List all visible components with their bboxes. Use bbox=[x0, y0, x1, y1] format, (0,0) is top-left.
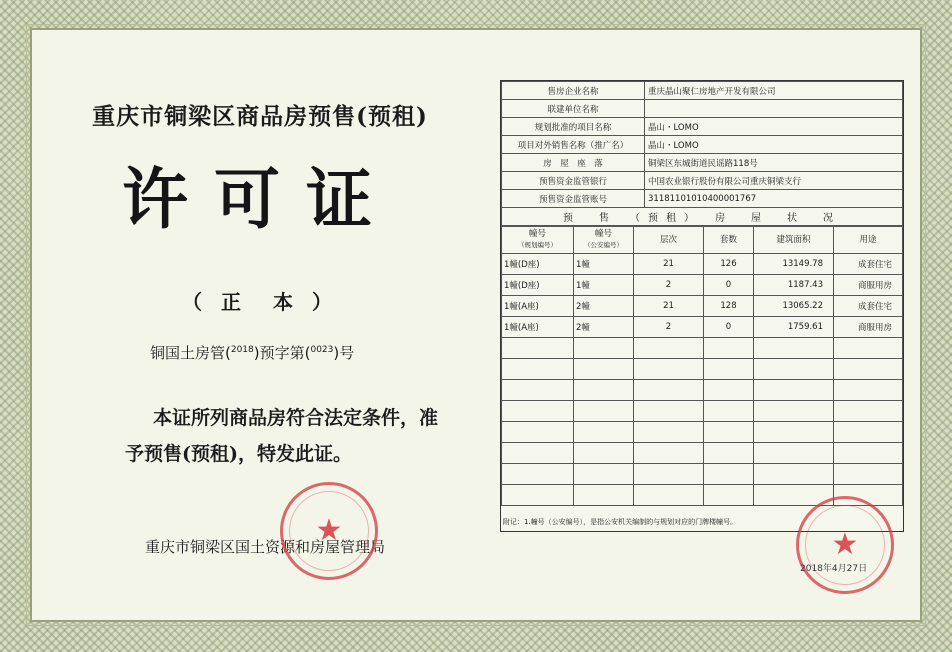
table-note: 附记：1.幢号（公安编号），是指公安机关编制的与规划对应的门牌楼幢号。 bbox=[503, 518, 738, 526]
cell-floors bbox=[634, 359, 704, 380]
cell-plan: 1幢(A座) bbox=[502, 296, 574, 317]
col-use: 用途 bbox=[834, 227, 903, 254]
cell-use: 商服用房 bbox=[834, 317, 903, 338]
cell-sets bbox=[704, 359, 754, 380]
info-label: 联建单位名称 bbox=[502, 100, 645, 118]
cell-sets bbox=[704, 464, 754, 485]
info-row bbox=[502, 136, 903, 154]
info-value: 晶山・LOMO bbox=[645, 118, 903, 136]
info-value: 铜梁区东城街道民谣路118号 bbox=[645, 154, 903, 172]
cell-police: 2幢 bbox=[574, 296, 634, 317]
issuer-name: 重庆市铜梁区国土资源和房屋管理局 bbox=[144, 538, 385, 556]
cell-sets: 128 bbox=[704, 296, 754, 317]
info-value bbox=[645, 100, 903, 118]
cell-area: 1759.61 bbox=[754, 317, 834, 338]
info-row bbox=[502, 154, 903, 172]
col-sets: 套数 bbox=[704, 227, 754, 254]
table-row bbox=[502, 338, 903, 359]
cell-sets bbox=[704, 380, 754, 401]
cell-area bbox=[754, 401, 834, 422]
table-row bbox=[502, 443, 903, 464]
cell-floors: 21 bbox=[634, 254, 704, 275]
cell-police: 2幢 bbox=[574, 317, 634, 338]
cell-plan bbox=[502, 401, 574, 422]
cell-sets: 0 bbox=[704, 275, 754, 296]
cell-floors bbox=[634, 422, 704, 443]
cell-use bbox=[834, 380, 903, 401]
cell-floors bbox=[634, 380, 704, 401]
table-row bbox=[502, 401, 903, 422]
cell-plan: 1幢(A座) bbox=[502, 317, 574, 338]
table-row bbox=[502, 359, 903, 380]
cell-police bbox=[574, 485, 634, 506]
permit-no: 0023 bbox=[310, 345, 334, 355]
cell-use bbox=[834, 422, 903, 443]
official-seal-right bbox=[796, 496, 894, 594]
cell-area: 1187.43 bbox=[754, 275, 834, 296]
cell-area: 13065.22 bbox=[754, 296, 834, 317]
cell-sets bbox=[704, 485, 754, 506]
table-row bbox=[502, 380, 903, 401]
cell-sets bbox=[704, 401, 754, 422]
cell-use: 成套住宅 bbox=[834, 254, 903, 275]
info-row bbox=[502, 190, 903, 208]
star-icon: ★ bbox=[315, 513, 343, 548]
cell-floors bbox=[634, 401, 704, 422]
table-row bbox=[502, 317, 903, 338]
cell-sets: 126 bbox=[704, 254, 754, 275]
cell-plan: 1幢(D座) bbox=[502, 254, 574, 275]
cell-police bbox=[574, 338, 634, 359]
table-row bbox=[502, 422, 903, 443]
cell-area bbox=[754, 338, 834, 359]
details-table bbox=[500, 80, 904, 532]
cell-area: 13149.78 bbox=[754, 254, 834, 275]
cell-use: 商服用房 bbox=[834, 275, 903, 296]
info-row bbox=[502, 172, 903, 190]
table-row bbox=[502, 275, 903, 296]
cell-sets bbox=[704, 443, 754, 464]
cell-use bbox=[834, 401, 903, 422]
cell-plan bbox=[502, 422, 574, 443]
info-value: 31181101010400001767 bbox=[645, 190, 903, 208]
cell-sets: 0 bbox=[704, 317, 754, 338]
cell-plan bbox=[502, 380, 574, 401]
col-police: 幢号 （公安编号） bbox=[574, 227, 634, 254]
cell-use bbox=[834, 443, 903, 464]
cell-plan bbox=[502, 359, 574, 380]
certificate-big-title: 许可证 bbox=[122, 160, 398, 238]
cell-plan bbox=[502, 443, 574, 464]
cell-area bbox=[754, 422, 834, 443]
cell-floors bbox=[634, 485, 704, 506]
info-label: 项目对外销售名称（推广名） bbox=[502, 136, 645, 154]
cell-floors bbox=[634, 338, 704, 359]
cell-plan bbox=[502, 464, 574, 485]
cell-area bbox=[754, 359, 834, 380]
col-plan: 幢号 （规划编号） bbox=[502, 227, 574, 254]
cell-area bbox=[754, 443, 834, 464]
cell-plan bbox=[502, 485, 574, 506]
section-title: 预 售 （预租） 房 屋 状 况 bbox=[502, 208, 903, 226]
col-area: 建筑面积 bbox=[754, 227, 834, 254]
cell-plan bbox=[502, 338, 574, 359]
table-row bbox=[502, 296, 903, 317]
cell-police: 1幢 bbox=[574, 275, 634, 296]
info-value: 中国农业银行股份有限公司重庆铜梁支行 bbox=[645, 172, 903, 190]
info-value: 重庆晶山聚仁房地产开发有限公司 bbox=[645, 82, 903, 100]
certificate-title: 重庆市铜梁区商品房预售(预租) bbox=[92, 103, 428, 130]
info-row bbox=[502, 82, 903, 100]
cell-sets bbox=[704, 422, 754, 443]
info-label: 规划批准的项目名称 bbox=[502, 118, 645, 136]
copy-label: （ 正 本 ） bbox=[182, 290, 338, 314]
cell-floors: 2 bbox=[634, 317, 704, 338]
permit-year: 2018 bbox=[230, 345, 254, 355]
cell-floors: 21 bbox=[634, 296, 704, 317]
issue-date: 2018年4月27日 bbox=[800, 564, 868, 574]
info-label: 预售资金监管银行 bbox=[502, 172, 645, 190]
cell-area bbox=[754, 380, 834, 401]
cell-use bbox=[834, 464, 903, 485]
star-icon: ★ bbox=[831, 527, 859, 562]
cell-police bbox=[574, 380, 634, 401]
left-page bbox=[30, 28, 490, 622]
info-value: 晶山・LOMO bbox=[645, 136, 903, 154]
cell-floors: 2 bbox=[634, 275, 704, 296]
cell-plan: 1幢(D座) bbox=[502, 275, 574, 296]
info-table bbox=[501, 81, 903, 226]
cell-area bbox=[754, 464, 834, 485]
official-seal-left bbox=[280, 482, 378, 580]
cell-use bbox=[834, 359, 903, 380]
table-row bbox=[502, 464, 903, 485]
info-label: 售房企业名称 bbox=[502, 82, 645, 100]
info-row bbox=[502, 118, 903, 136]
col-floors: 层次 bbox=[634, 227, 704, 254]
permit-number: 铜国土房管($^{2018}$)预字第($^{0023}$)号 bbox=[150, 344, 355, 362]
cell-floors bbox=[634, 443, 704, 464]
cell-use bbox=[834, 338, 903, 359]
table-row bbox=[502, 254, 903, 275]
cell-police bbox=[574, 359, 634, 380]
cell-police bbox=[574, 464, 634, 485]
cell-floors bbox=[634, 464, 704, 485]
cell-police bbox=[574, 443, 634, 464]
units-table bbox=[501, 226, 903, 506]
info-label: 房 屋 座 落 bbox=[502, 154, 645, 172]
info-label: 预售资金监管账号 bbox=[502, 190, 645, 208]
cell-use: 成套住宅 bbox=[834, 296, 903, 317]
cell-police bbox=[574, 401, 634, 422]
statement: 本证所列商品房符合法定条件，准 予预售(预租)，特发此证。 bbox=[125, 407, 439, 465]
cell-sets bbox=[704, 338, 754, 359]
cell-police: 1幢 bbox=[574, 254, 634, 275]
info-row bbox=[502, 100, 903, 118]
cell-police bbox=[574, 422, 634, 443]
